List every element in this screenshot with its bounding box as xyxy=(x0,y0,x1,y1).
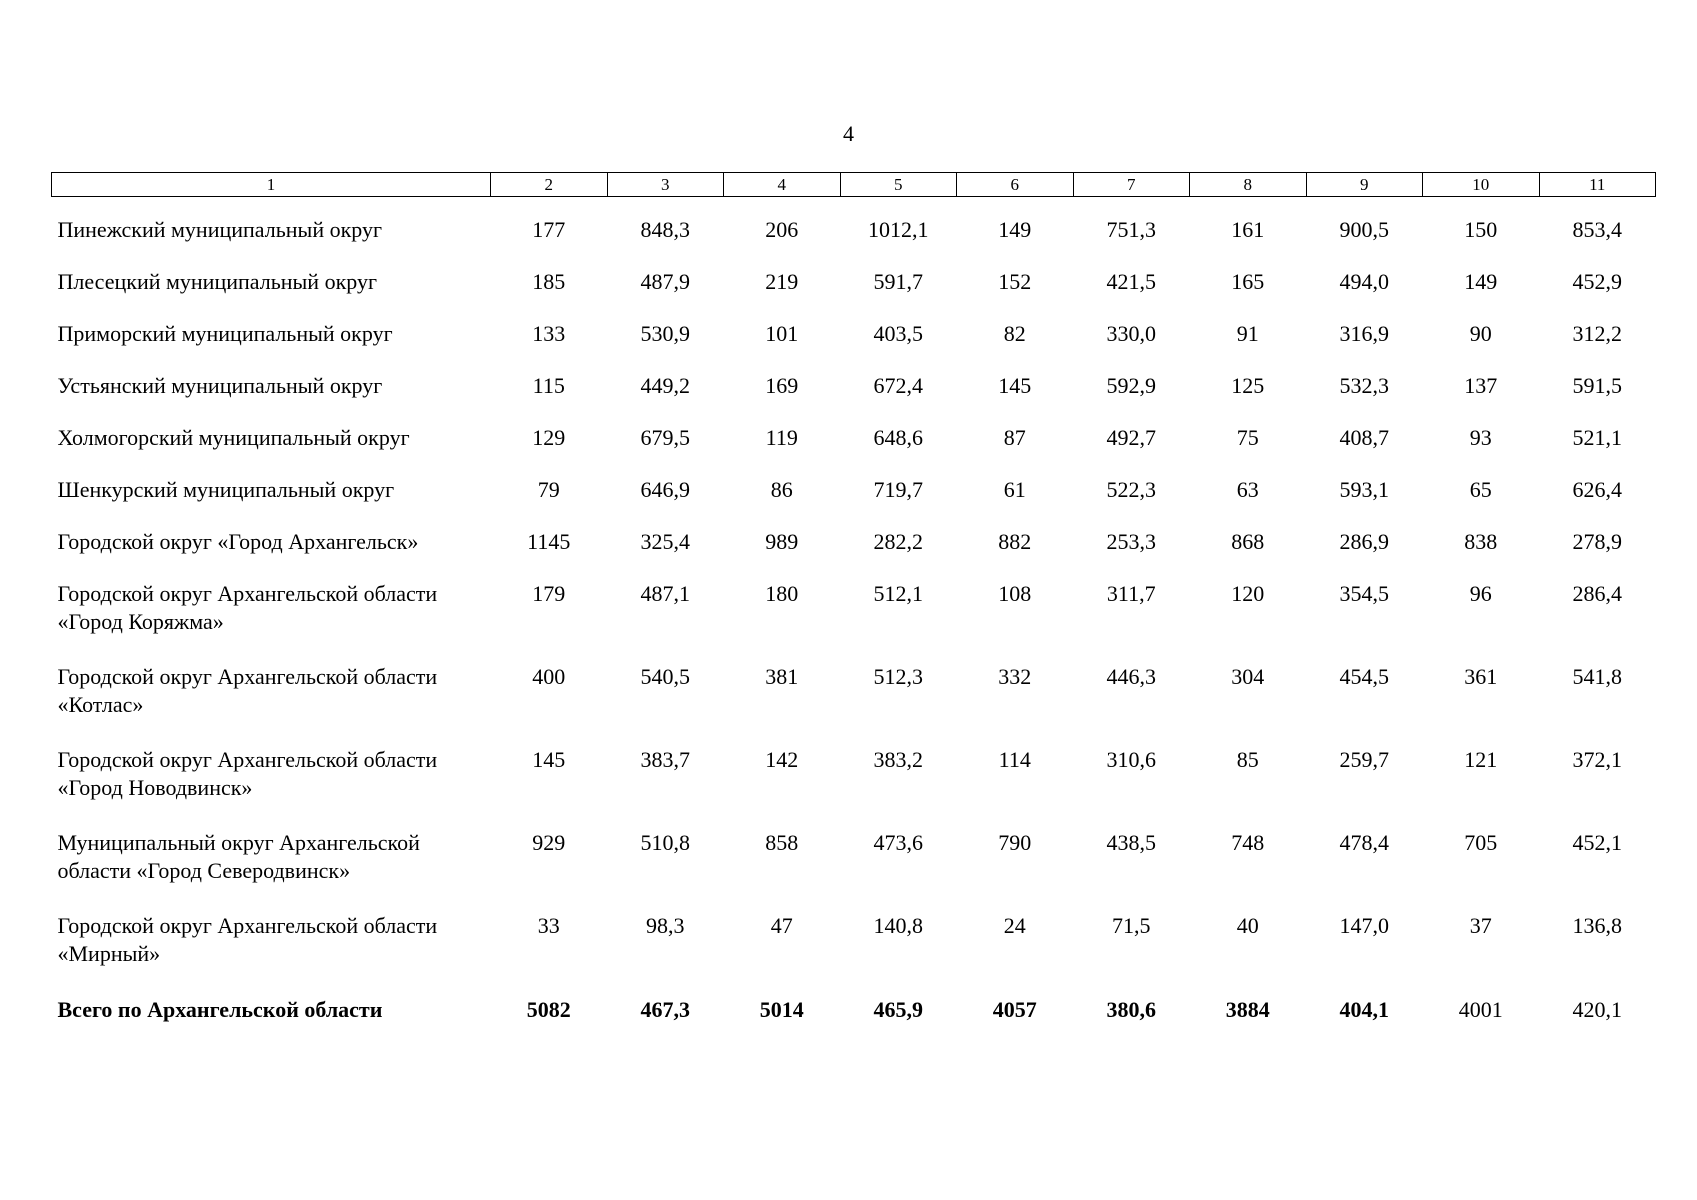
page-number: 4 xyxy=(843,121,854,146)
value-cell: 858 xyxy=(765,830,799,855)
column-header: 6 xyxy=(957,173,1074,197)
value-cell: 530,9 xyxy=(640,321,690,346)
value-cell: 381 xyxy=(765,664,799,689)
value-cell: 512,3 xyxy=(873,664,923,689)
value-cell: 125 xyxy=(1231,373,1265,398)
value-cell: 310,6 xyxy=(1106,747,1156,772)
table-row xyxy=(52,205,1656,257)
column-header: 9 xyxy=(1306,173,1423,197)
table-row xyxy=(52,517,1656,569)
table-row xyxy=(52,818,1656,901)
value-cell: 853,4 xyxy=(1572,217,1622,242)
value-cell: 147,0 xyxy=(1339,913,1389,938)
value-cell: 510,8 xyxy=(640,830,690,855)
value-cell: 316,9 xyxy=(1339,321,1389,346)
value-cell: 61 xyxy=(1003,477,1026,502)
value-cell: 4057 xyxy=(992,997,1037,1022)
value-cell: 114 xyxy=(998,747,1031,772)
value-cell: 467,3 xyxy=(640,997,690,1022)
table-row xyxy=(52,465,1656,517)
value-cell: 96 xyxy=(1469,581,1492,606)
value-cell: 325,4 xyxy=(640,529,690,554)
value-cell: 521,1 xyxy=(1572,425,1622,450)
municipality-name: Холмогорский муниципальный округ xyxy=(57,425,410,450)
municipality-name: Пинежский муниципальный округ xyxy=(57,217,383,242)
value-cell: 65 xyxy=(1469,477,1492,502)
value-cell: 591,5 xyxy=(1572,373,1622,398)
value-cell: 900,5 xyxy=(1339,217,1389,242)
municipality-name: Шенкурский муниципальный округ xyxy=(57,477,395,502)
column-header: 11 xyxy=(1539,173,1656,197)
value-cell: 487,9 xyxy=(640,269,690,294)
value-cell: 438,5 xyxy=(1106,830,1156,855)
value-cell: 40 xyxy=(1236,913,1259,938)
value-cell: 452,1 xyxy=(1572,830,1622,855)
value-cell: 1145 xyxy=(527,529,571,554)
value-cell: 751,3 xyxy=(1106,217,1156,242)
value-cell: 372,1 xyxy=(1572,747,1622,772)
column-header: 2 xyxy=(491,173,608,197)
value-cell: 446,3 xyxy=(1106,664,1156,689)
value-cell: 404,1 xyxy=(1339,997,1389,1022)
value-cell: 672,4 xyxy=(873,373,923,398)
value-cell: 989 xyxy=(765,529,799,554)
value-cell: 282,2 xyxy=(873,529,923,554)
value-cell: 403,5 xyxy=(873,321,923,346)
value-cell: 137 xyxy=(1464,373,1498,398)
value-cell: 311,7 xyxy=(1106,581,1156,606)
value-cell: 532,3 xyxy=(1339,373,1389,398)
value-cell: 882 xyxy=(998,529,1032,554)
value-cell: 253,3 xyxy=(1106,529,1156,554)
value-cell: 4001 xyxy=(1458,997,1503,1022)
value-cell: 705 xyxy=(1464,830,1498,855)
value-cell: 145 xyxy=(998,373,1032,398)
municipality-name: Плесецкий муниципальный округ xyxy=(57,269,377,294)
value-cell: 648,6 xyxy=(873,425,923,450)
value-cell: 332 xyxy=(998,664,1032,689)
value-cell: 179 xyxy=(532,581,566,606)
table-row xyxy=(52,361,1656,413)
value-cell: 868 xyxy=(1231,529,1265,554)
value-cell: 421,5 xyxy=(1106,269,1156,294)
value-cell: 512,1 xyxy=(873,581,923,606)
column-header: 8 xyxy=(1190,173,1307,197)
value-cell: 129 xyxy=(532,425,566,450)
statistics-table xyxy=(51,172,1656,1037)
value-cell: 120 xyxy=(1231,581,1265,606)
value-cell: 487,1 xyxy=(640,581,690,606)
value-cell: 454,5 xyxy=(1339,664,1389,689)
value-cell: 177 xyxy=(532,217,566,242)
value-cell: 119 xyxy=(765,425,798,450)
value-cell: 473,6 xyxy=(873,830,923,855)
value-cell: 304 xyxy=(1231,664,1265,689)
value-cell: 150 xyxy=(1464,217,1498,242)
value-cell: 152 xyxy=(998,269,1032,294)
value-cell: 108 xyxy=(998,581,1032,606)
value-cell: 478,4 xyxy=(1339,830,1389,855)
column-header: 3 xyxy=(607,173,724,197)
value-cell: 646,9 xyxy=(640,477,690,502)
table-row xyxy=(52,257,1656,309)
value-cell: 383,2 xyxy=(873,747,923,772)
value-cell: 354,5 xyxy=(1339,581,1389,606)
value-cell: 142 xyxy=(765,747,799,772)
municipality-name: Устьянский муниципальный округ xyxy=(57,373,383,398)
value-cell: 82 xyxy=(1003,321,1026,346)
value-cell: 47 xyxy=(770,913,793,938)
table-row xyxy=(52,901,1656,984)
column-header: 4 xyxy=(724,173,841,197)
column-number-header-row xyxy=(52,173,1656,197)
value-cell: 3884 xyxy=(1225,997,1270,1022)
value-cell: 101 xyxy=(765,321,799,346)
value-cell: 719,7 xyxy=(873,477,923,502)
municipality-name: Городской округ Архангельской области «Город Коряжма» xyxy=(57,581,438,634)
value-cell: 185 xyxy=(532,269,566,294)
value-cell: 400 xyxy=(532,664,566,689)
value-cell: 5014 xyxy=(759,997,804,1022)
value-cell: 312,2 xyxy=(1572,321,1622,346)
value-cell: 492,7 xyxy=(1106,425,1156,450)
value-cell: 180 xyxy=(765,581,799,606)
value-cell: 522,3 xyxy=(1106,477,1156,502)
value-cell: 286,4 xyxy=(1572,581,1622,606)
value-cell: 87 xyxy=(1003,425,1026,450)
header-spacer xyxy=(52,197,1656,206)
value-cell: 541,8 xyxy=(1572,664,1622,689)
value-cell: 259,7 xyxy=(1339,747,1389,772)
value-cell: 790 xyxy=(998,830,1032,855)
value-cell: 748 xyxy=(1231,830,1265,855)
value-cell: 449,2 xyxy=(640,373,690,398)
column-header: 1 xyxy=(52,173,491,197)
municipality-name: Городской округ Архангельской области «Мирный» xyxy=(57,913,438,966)
value-cell: 140,8 xyxy=(873,913,923,938)
value-cell: 361 xyxy=(1464,664,1498,689)
value-cell: 848,3 xyxy=(640,217,690,242)
value-cell: 593,1 xyxy=(1339,477,1389,502)
municipality-name: Городской округ Архангельской области «Город Новодвинск» xyxy=(57,747,438,800)
value-cell: 79 xyxy=(537,477,560,502)
value-cell: 929 xyxy=(532,830,566,855)
value-cell: 86 xyxy=(770,477,793,502)
value-cell: 380,6 xyxy=(1106,997,1156,1022)
value-cell: 37 xyxy=(1469,913,1492,938)
table-row xyxy=(52,309,1656,361)
value-cell: 1012,1 xyxy=(868,217,929,242)
value-cell: 540,5 xyxy=(640,664,690,689)
value-cell: 136,8 xyxy=(1572,913,1622,938)
municipality-name: Городской округ «Город Архангельск» xyxy=(57,529,419,554)
value-cell: 161 xyxy=(1231,217,1265,242)
value-cell: 679,5 xyxy=(640,425,690,450)
value-cell: 115 xyxy=(532,373,565,398)
value-cell: 33 xyxy=(537,913,560,938)
value-cell: 420,1 xyxy=(1572,997,1622,1022)
column-header: 7 xyxy=(1073,173,1190,197)
municipality-name: Муниципальный округ Архангельской области «Город Северодвинск» xyxy=(57,830,420,883)
value-cell: 133 xyxy=(532,321,566,346)
value-cell: 838 xyxy=(1464,529,1498,554)
value-cell: 206 xyxy=(765,217,799,242)
value-cell: 591,7 xyxy=(873,269,923,294)
value-cell: 24 xyxy=(1003,913,1026,938)
value-cell: 75 xyxy=(1236,425,1259,450)
column-header: 5 xyxy=(840,173,957,197)
value-cell: 5082 xyxy=(526,997,571,1022)
value-cell: 408,7 xyxy=(1339,425,1389,450)
value-cell: 149 xyxy=(1464,269,1498,294)
table-row xyxy=(52,652,1656,735)
value-cell: 93 xyxy=(1469,425,1492,450)
table-row xyxy=(52,569,1656,652)
value-cell: 383,7 xyxy=(640,747,690,772)
value-cell: 90 xyxy=(1469,321,1492,346)
value-cell: 592,9 xyxy=(1106,373,1156,398)
value-cell: 98,3 xyxy=(646,913,685,938)
value-cell: 71,5 xyxy=(1112,913,1151,938)
value-cell: 63 xyxy=(1236,477,1259,502)
value-cell: 452,9 xyxy=(1572,269,1622,294)
value-cell: 149 xyxy=(998,217,1032,242)
value-cell: 145 xyxy=(532,747,566,772)
value-cell: 626,4 xyxy=(1572,477,1622,502)
value-cell: 494,0 xyxy=(1339,269,1389,294)
value-cell: 91 xyxy=(1236,321,1259,346)
value-cell: 330,0 xyxy=(1106,321,1156,346)
table-row xyxy=(52,413,1656,465)
value-cell: 121 xyxy=(1464,747,1498,772)
value-cell: 165 xyxy=(1231,269,1265,294)
column-header: 10 xyxy=(1423,173,1540,197)
municipality-name: Всего по Архангельской области xyxy=(57,997,383,1022)
total-row xyxy=(52,984,1656,1037)
table-row xyxy=(52,735,1656,818)
value-cell: 169 xyxy=(765,373,799,398)
value-cell: 278,9 xyxy=(1572,529,1622,554)
municipality-name: Приморский муниципальный округ xyxy=(57,321,393,346)
value-cell: 85 xyxy=(1236,747,1259,772)
value-cell: 465,9 xyxy=(873,997,923,1022)
value-cell: 286,9 xyxy=(1339,529,1389,554)
value-cell: 219 xyxy=(765,269,799,294)
municipality-name: Городской округ Архангельской области «Котлас» xyxy=(57,664,438,717)
